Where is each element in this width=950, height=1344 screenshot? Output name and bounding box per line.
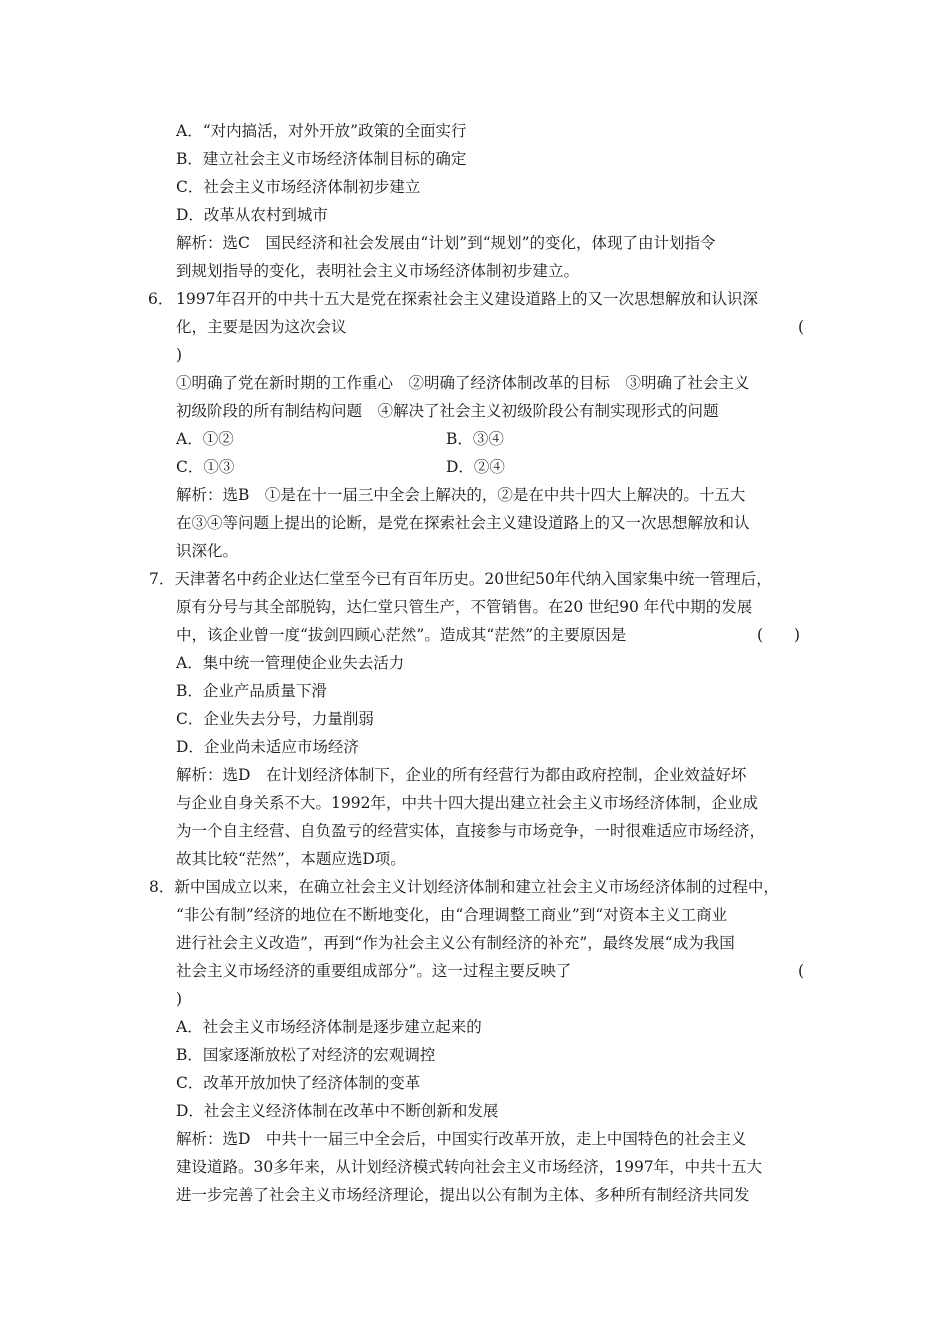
q6-stem-line: 化，主要是因为这次会议 [176, 318, 347, 336]
q7-analysis-line: 为一个自主经营、自负盈亏的经营实体，直接参与市场竞争，一时很难适应市场经济， [176, 822, 766, 840]
q7-stem-line: 原有分号与其全部脱钩，达仁堂只管生产，不管销售。在20 世纪90 年代中期的发展 [176, 598, 753, 616]
q5-option-c: C．社会主义市场经济体制初步建立 [176, 178, 421, 196]
q7-answer-paren: ( ) [757, 626, 801, 644]
q6-option-a: A．①② [176, 430, 234, 448]
q7-analysis-line: 解析：选D 在计划经济体制下，企业的所有经营行为都由政府控制，企业效益好坏 [176, 766, 747, 784]
q5-analysis-line: 到规划指导的变化，表明社会主义市场经济体制初步建立。 [176, 262, 580, 280]
q5-analysis-line: 解析：选C 国民经济和社会发展由“计划”到“规划”的变化，体现了由计划指令 [176, 234, 716, 252]
q7-option-a: A．集中统一管理使企业失去活力 [176, 654, 405, 672]
q5-option-a: A．“对内搞活，对外开放”政策的全面实行 [176, 122, 467, 140]
q8-option-a: A．社会主义市场经济体制是逐步建立起来的 [176, 1018, 482, 1036]
q8-stem-line: ) [176, 990, 183, 1008]
q8-stem-line: 进行社会主义改造”，再到“作为社会主义公有制经济的补充”，最终发展“成为我国 [176, 934, 735, 952]
q8-analysis-line: 进一步完善了社会主义市场经济理论，提出以公有制为主体、多种所有制经济共同发 [176, 1186, 750, 1204]
q8-analysis-line: 建设道路。30多年来，从计划经济模式转向社会主义市场经济，1997年，中共十五大 [176, 1158, 763, 1176]
q6-analysis-line: 在③④等问题上提出的论断，是党在探索社会主义建设道路上的又一次思想解放和认 [176, 514, 750, 532]
q7-stem-line: 7．天津著名中药企业达仁堂至今已有百年历史。20世纪50年代纳入国家集中统一管理后， [149, 570, 772, 588]
q8-stem-line: 社会主义市场经济的重要组成部分”。这一过程主要反映了 [176, 962, 572, 980]
q6-answer-paren: ( [798, 318, 805, 336]
q7-stem-line: 中，该企业曾一度“拔剑四顾心茫然”。造成其“茫然”的主要原因是 [176, 626, 627, 644]
q6-analysis-line: 识深化。 [176, 542, 239, 560]
q5-option-b: B．建立社会主义市场经济体制目标的确定 [176, 150, 467, 168]
q8-stem-line: 8．新中国成立以来，在确立社会主义计划经济体制和建立社会主义市场经济体制的过程中， [149, 878, 779, 896]
q6-option-b: B．③④ [446, 430, 504, 448]
q8-analysis-line: 解析：选D 中共十一届三中全会后，中国实行改革开放，走上中国特色的社会主义 [176, 1130, 747, 1148]
q7-option-c: C．企业失去分号，力量削弱 [176, 710, 374, 728]
q6-items-line: ①明确了党在新时期的工作重心 ②明确了经济体制改革的目标 ③明确了社会主义 [176, 374, 750, 392]
q6-option-d: D．②④ [446, 458, 505, 476]
q6-option-c: C．①③ [176, 458, 235, 476]
q6-items-line: 初级阶段的所有制结构问题 ④解决了社会主义初级阶段公有制实现形式的问题 [176, 402, 719, 420]
q8-option-d: D．社会主义经济体制在改革中不断创新和发展 [176, 1102, 499, 1120]
q5-option-d: D．改革从农村到城市 [176, 206, 328, 224]
q7-analysis-line: 故其比较“茫然”，本题应选D项。 [176, 850, 406, 868]
q6-stem-line: ) [176, 346, 183, 364]
q6-stem-line: 1997年召开的中共十五大是党在探索社会主义建设道路上的又一次思想解放和认识深 [176, 290, 758, 308]
q7-option-d: D．企业尚未适应市场经济 [176, 738, 359, 756]
q8-option-b: B．国家逐渐放松了对经济的宏观调控 [176, 1046, 436, 1064]
q7-analysis-line: 与企业自身关系不大。1992年，中共十四大提出建立社会主义市场经济体制，企业成 [176, 794, 758, 812]
q6-analysis-line: 解析：选B ①是在十一届三中全会上解决的，②是在中共十四大上解决的。十五大 [176, 486, 746, 504]
q8-answer-paren: ( [798, 962, 805, 980]
q6-number: 6． [148, 290, 174, 308]
q8-option-c: C．改革开放加快了经济体制的变革 [176, 1074, 421, 1092]
q8-stem-line: “非公有制”经济的地位在不断地变化，由“合理调整工商业”到“对资本主义工商业 [176, 906, 728, 924]
q7-option-b: B．企业产品质量下滑 [176, 682, 327, 700]
